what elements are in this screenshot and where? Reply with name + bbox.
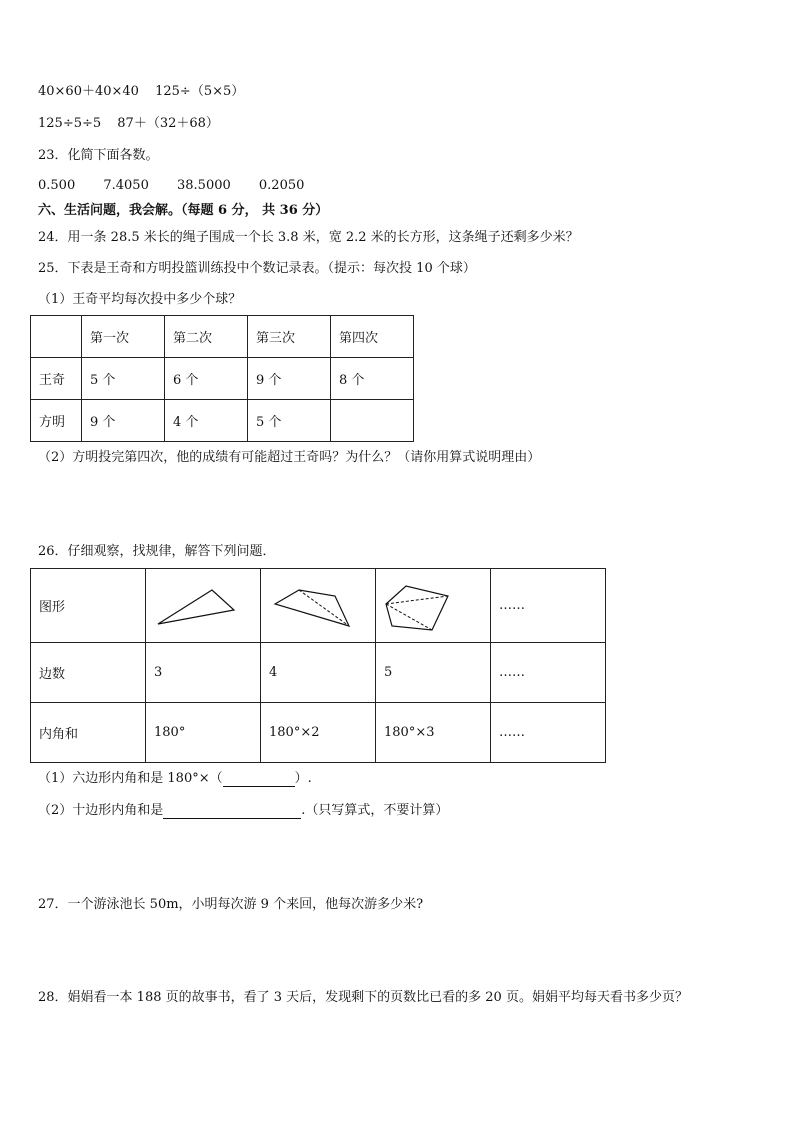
q26-part1-suffix: ）.	[294, 771, 312, 786]
table-cell: 方明	[31, 400, 82, 442]
q23-num-1: 0.500	[38, 178, 76, 193]
q28-text: 28．娟娟看一本 188 页的故事书，看了 3 天后，发现剩下的页数比已看的多 20 页。娟娟平均每天看书多少页？	[38, 990, 688, 1005]
calc-expr-4: 87＋（32＋68）	[117, 116, 219, 131]
table-cell: 180°	[146, 703, 261, 763]
table-cell: 王奇	[31, 358, 82, 400]
ellipsis-cell: ……	[491, 643, 606, 703]
calc-expr-2: 125÷（5×5）	[155, 84, 245, 99]
q24-text: 24．用一条 28.5 米长的绳子围成一个长 3.8 米，宽 2.2 米的长方形，这条绳子还剩多少米？	[38, 230, 579, 245]
ellipsis-cell: ……	[491, 569, 606, 643]
quadrilateral-figure	[261, 569, 376, 643]
q26-part2-prefix: （2）十边形内角和是	[38, 803, 164, 818]
table-cell: 180°×3	[376, 703, 491, 763]
q23-num-3: 38.5000	[177, 178, 231, 193]
q25-part1: （1）王奇平均每次投中多少个球？	[38, 292, 242, 307]
score-table	[30, 315, 414, 442]
triangle-figure	[146, 569, 261, 643]
table-cell: 5 个	[248, 400, 331, 442]
table-cell: 8 个	[331, 358, 414, 400]
table-header-cell: 第二次	[165, 316, 248, 358]
q25-title: 25．下表是王奇和方明投篮训练投中个数记录表。（提示：每次投 10 个球）	[38, 261, 476, 276]
table-row	[31, 643, 606, 703]
row-label-shape: 图形	[31, 569, 146, 643]
triangle-icon	[154, 574, 244, 634]
q26-part1	[38, 771, 312, 787]
table-cell: 180°×2	[261, 703, 376, 763]
polygon-table	[30, 568, 606, 763]
calc-line-1	[38, 84, 244, 100]
table-header-cell: 第一次	[82, 316, 165, 358]
table-cell: 3	[146, 643, 261, 703]
q23-num-2: 7.4050	[103, 178, 149, 193]
table-cell: 6 个	[165, 358, 248, 400]
table-cell	[331, 400, 414, 442]
table-header-cell: 第四次	[331, 316, 414, 358]
table-cell: 5	[376, 643, 491, 703]
q25-part2: （2）方明投完第四次，他的成绩有可能超过王奇吗？为什么？（请你用算式说明理由）	[38, 450, 541, 465]
table-row	[31, 569, 606, 643]
table-cell: 9 个	[82, 400, 165, 442]
q26-part2-suffix: .（只写算式，不要计算）	[301, 803, 449, 818]
table-header-cell	[31, 316, 82, 358]
q23-num-4: 0.2050	[258, 178, 305, 193]
row-label-sides: 边数	[31, 643, 146, 703]
quadrilateral-icon	[269, 574, 359, 634]
pentagon-icon	[384, 574, 474, 634]
table-row	[31, 703, 606, 763]
q23-title: 23．化简下面各数。	[38, 148, 159, 163]
calc-line-2	[38, 116, 219, 132]
answer-blank[interactable]	[223, 772, 295, 787]
q27-text: 27．一个游泳池长 50m，小明每次游 9 个来回，他每次游多少米?	[38, 897, 424, 912]
section-heading: 六、生活问题，我会解。（每题 6 分， 共 36 分）	[38, 203, 329, 218]
q26-part1-prefix: （1）六边形内角和是 180°×（	[38, 771, 223, 786]
row-label-angle-sum: 内角和	[31, 703, 146, 763]
pentagon-figure	[376, 569, 491, 643]
table-row	[31, 400, 414, 442]
q23-numbers	[38, 178, 304, 194]
table-cell: 9 个	[248, 358, 331, 400]
answer-blank[interactable]	[163, 804, 301, 819]
table-cell: 5 个	[82, 358, 165, 400]
table-cell: 4 个	[165, 400, 248, 442]
ellipsis-cell: ……	[491, 703, 606, 763]
q26-part2	[38, 803, 448, 819]
table-row	[31, 358, 414, 400]
q26-title: 26．仔细观察，找规律，解答下列问题．	[38, 544, 276, 559]
table-cell: 4	[261, 643, 376, 703]
calc-expr-3: 125÷5÷5	[38, 116, 102, 131]
table-header-cell: 第三次	[248, 316, 331, 358]
calc-expr-1: 40×60＋40×40	[38, 84, 139, 99]
table-row	[31, 316, 414, 358]
